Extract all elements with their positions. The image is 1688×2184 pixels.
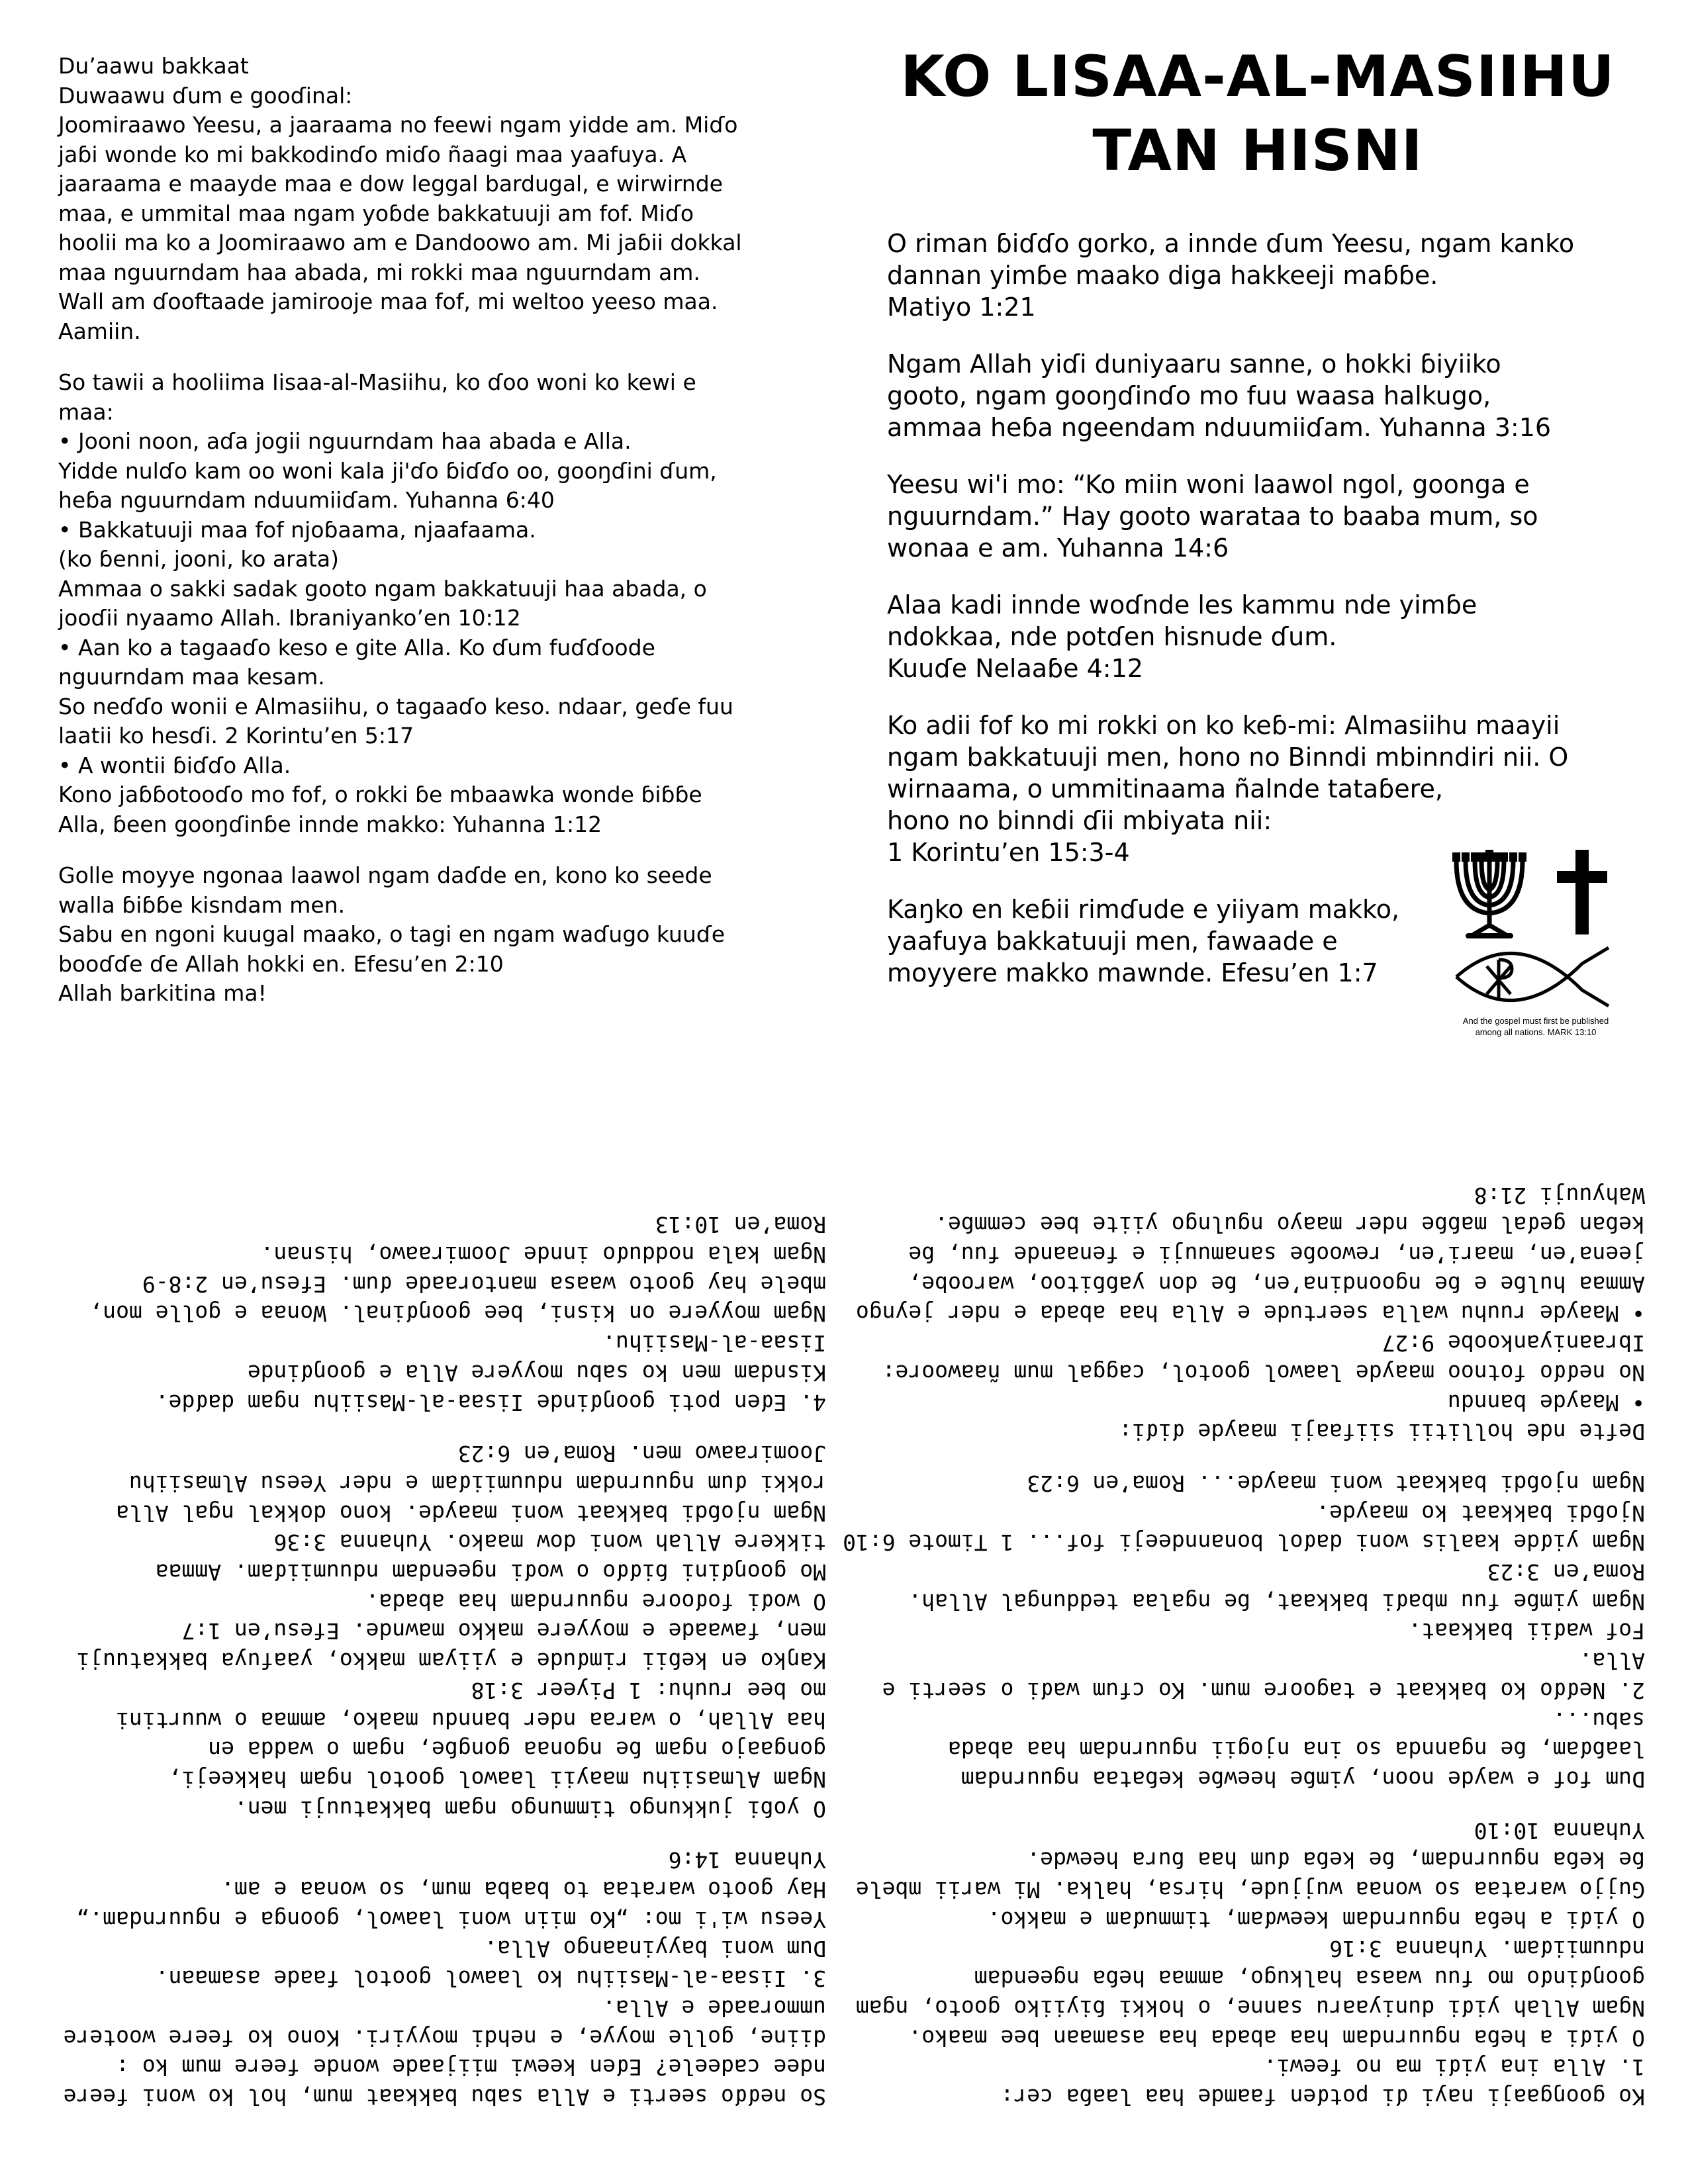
text-line: Wall am ɗooftaade jamirooje maa fof, mi weltoo yeeso maa. xyxy=(58,289,718,314)
text-line: maa: xyxy=(58,398,114,425)
four-truths-panel xyxy=(843,1182,1645,2111)
text-line: men, fawaade e moyyere makko mawnde. Efesu’en 1:7 xyxy=(181,1618,826,1645)
verse-line: ammaa heɓa ngeendam nduumiiɗam. Yuhanna 3:16 xyxy=(887,413,1552,442)
prayer-panel xyxy=(58,52,826,1009)
text-line: Wahyuuji 21:8 xyxy=(1474,1182,1645,1208)
text-line: (ko ɓenni, jooni, ko arata) xyxy=(58,546,339,572)
text-line: Kaŋko en keɓii rimɗude e yiiyam makko, yaafuya bakkatuuji xyxy=(76,1648,826,1674)
text-line: jaaraama e maayde maa e dow leggal bardugal, e wirwirnde xyxy=(58,171,724,197)
text-line: gooŋɗinɗo mo fuu waasa halkugo, ammaa heɓa ngeendam xyxy=(974,1966,1645,1992)
text-line: Aamiin. xyxy=(58,318,141,344)
verse-line: ndokkaa, nde potɗen hisnude ɗum. xyxy=(887,622,1337,651)
text-line: O woɗi foɗoore nguurndam haa abada. xyxy=(365,1588,826,1615)
text-line: laatii ko hesɗi. 2 Korintu’en 5:17 xyxy=(58,723,414,749)
text-line: mbele hay gooto waasa mantoraade ɗum. Efesu’en 2:8-9 xyxy=(142,1271,826,1297)
cover-panel xyxy=(887,40,1655,989)
text-line: • Maayde ruuhu walla seertude e Alla haa abada e nder jeyngo xyxy=(855,1300,1645,1327)
text-line: booɗɗe ɗe Allah hokki en. Efesu’en 2:10 xyxy=(58,950,504,977)
text-line: • Maayde banndu xyxy=(1447,1389,1645,1416)
verse-line: Ngam Allah yiɗi duniyaaru sanne, o hokki ɓiyiiko xyxy=(887,349,1501,379)
text-line: Ammaa o sakki sadak gooto ngam bakkatuuji haa abada, o xyxy=(58,575,707,602)
text-line: Mo gooŋɗini ɓiɗɗo o woɗi ngeendam nduumiiɗam. Ammaa xyxy=(155,1559,826,1586)
text-line: Ngam njoɓdi bakkaat woni maayde. kono dokkal ngal Alla xyxy=(116,1500,826,1526)
text-line: maa, e ummital maa ngam yoɓde bakkatuuji am fof. Miɗo xyxy=(58,200,694,226)
text-line: Gujjo warataa so wonaa wujjude, hirsa, halka. Mi warii mbele xyxy=(855,1877,1645,1903)
text-line: Dum fof e wayde noon, yimɓe heewɓe keɓataa nguurndam xyxy=(961,1766,1645,1792)
text-line: tikkere Allah woni dow maako. Yuhanna 3:36 xyxy=(273,1529,826,1556)
text-line: laaɓɗam, ɓe ngannda so ina njogii nguurndam haa abada xyxy=(948,1737,1645,1763)
text-line: Sabu en ngoni kuugal maako, o tagi en ngam waɗugo kuuɗe xyxy=(58,921,726,947)
text-line: Hay gooto warataa to baaba mum, so wonaa e am. xyxy=(221,1877,826,1903)
verse-line: wirnaama, o ummitinaama ñalnde tataɓere, xyxy=(887,774,1443,803)
text-line: Iisaa-al-Masiihu. xyxy=(602,1330,826,1357)
text-line: heɓa nguurndam nduumiiɗam. Yuhanna 6:40 xyxy=(58,487,555,513)
text-line: ummoraade e Alla. xyxy=(602,1995,826,2021)
text-line: Ngam yiɗde kaalis woni daɗol bonanndeeji fof... 1 Timote 6:10 xyxy=(843,1529,1645,1556)
verse-line: wonaa e am. Yuhanna 14:6 xyxy=(887,533,1229,563)
text-line: 3. Iisaa-al-Masiihu ko laawol gootol faade asamaan. xyxy=(155,1966,826,1992)
text-line: Roma’en 10:13 xyxy=(655,1212,826,1238)
verse-line: O riman ɓiɗɗo gorko, a innde ɗum Yeesu, ngam kanko xyxy=(887,229,1575,258)
text-line: Ngam moyyere on kisni, bee gooŋɗinal. Wonaa e golle mon, xyxy=(89,1300,826,1327)
ichthys-chi-rho-icon xyxy=(1456,948,1609,1006)
verse-line: ngam bakkatuuji men, hono no Binndi mbinndiri nii. O xyxy=(887,743,1569,772)
four-truths-continued-panel xyxy=(58,1185,826,2111)
text-line: maa nguurndam haa abada, mi rokki maa nguurndam am. xyxy=(58,259,700,285)
text-line: Alla. xyxy=(1579,1648,1645,1674)
text-line: hoolii ma ko a Joomiraawo am e Dandoowo am. Mi jaɓii dokkal xyxy=(58,230,742,255)
text-line: O yoɓi jukkungo timmungo ngam bakkatuuji men. xyxy=(234,1796,826,1822)
text-line: Ngam Allah yiɗi duniyaaru sanne, o hokki ɓiyiiko gooto, ngam xyxy=(855,1995,1645,2021)
text-line: 4. Eɗen poti gooŋɗinde Iisaa-al-Masiihu ngam daɗde. xyxy=(155,1389,826,1416)
text-line: Kono jaɓɓotooɗo mo fof, o rokki ɓe mbaawka wonde ɓiɓɓe xyxy=(58,782,702,807)
verse-line: dannan yimɓe maako diga hakkeeji maɓɓe. xyxy=(887,261,1438,290)
paragraph-gap xyxy=(890,1446,1645,1468)
text-line: walla ɓiɓɓe kisndam men. xyxy=(58,891,346,918)
text-line: So neɗɗo seerti e Alla sabu bakkaat mum, hol ko woni feere xyxy=(63,2084,826,2110)
text-line: Dum woni bayyinaango Alla. xyxy=(484,1936,826,1962)
text-line: jooɗii nyaamo Allah. Ibraniyanko’en 10:12 xyxy=(58,605,521,631)
verse-line: nguurndam.” Hay gooto warataa to baaba mum, so xyxy=(887,502,1538,531)
text-line: Ko gooŋgaaji nayi ɗi potɗen faamde haa laaɓa cer: xyxy=(1000,2084,1645,2110)
text-line: Defte nde hollitii siifaaji maayde ɗiɗi: xyxy=(1119,1419,1645,1445)
text-line: So neɗɗo wonii e Almasiihu, o tagaaɗo keso. ndaar, geɗe fuu xyxy=(58,693,733,719)
text-line: Ngam Almasiihu maayii laawol gootol ngam hakkeeji, xyxy=(168,1766,826,1792)
paragraph-gap xyxy=(890,1794,1645,1815)
text-line: No neɗɗo fotnoo maayde laawol gootol, caggal mum ñaawoore: xyxy=(882,1359,1645,1386)
text-line: • A wontii ɓiɗɗo Alla. xyxy=(58,752,291,778)
text-line: Njoɓdi bakkaat ko maayde. xyxy=(1316,1500,1645,1526)
paragraph-gap xyxy=(887,443,1655,469)
verse-line: moyyere makko mawnde. Efesu’en 1:7 xyxy=(887,958,1378,987)
symbols-caption xyxy=(1443,1015,1628,1038)
text-line: Yuhanna 14:6 xyxy=(668,1847,826,1874)
verse-line: Yeesu wi'i mo: “Ko miin woni laawol ngol, goonga e xyxy=(887,470,1530,499)
text-line: 2. Neɗɗo ko bakkaat e tagoore mum. Ko cfum waɗi o seerti e xyxy=(882,1677,1645,1704)
verse-line: hono no binndi ɗii mbiyata nii: xyxy=(887,806,1272,835)
text-line: • Jooni noon, aɗa jogii nguurndam haa abada e Alla. xyxy=(58,428,632,454)
paragraph-gap xyxy=(887,564,1655,589)
text-line: Ammaa hulɓe e ɓe ngoondina’en, ɓe don yaɓɓitoo, waroobe, xyxy=(908,1271,1645,1297)
verse-line: Kuuɗe Nelaaɓe 4:12 xyxy=(887,654,1143,683)
text-line: Yuhanna 10:10 xyxy=(1474,1817,1645,1844)
text-line: Roma’en 3:23 xyxy=(1487,1559,1645,1586)
text-line: sabu... xyxy=(1552,1707,1645,1733)
text-line: jeena’en, maari’en, rewooɓe sanamuuji e fenaande fuu, ɓe xyxy=(908,1242,1645,1268)
text-line: gongaajo ngam ɓe ngonaa gongɓe, ngam o wadda en xyxy=(208,1737,826,1763)
paragraph-gap xyxy=(58,839,826,861)
paragraph-gap xyxy=(58,1417,826,1439)
caption-line: among all nations. MARK 13:10 xyxy=(1475,1027,1597,1037)
paragraph-gap xyxy=(887,684,1655,709)
text-line: Duwaawu ɗum e gooɗinal: xyxy=(58,82,353,109)
menorah-icon xyxy=(1452,850,1526,936)
text-line: Yidde nulɗo kam oo woni kala ji'ɗo ɓiɗɗo oo, gooŋɗini ɗum, xyxy=(58,457,717,484)
text-line: Ngam yimɓe fuu mbaɗi bakkaat, ɓe ngalaa teddungal Allah. xyxy=(908,1588,1645,1615)
text-line: • Aan ko a tagaaɗo keso e gite Alla. Ko ɗum fuɗɗoode xyxy=(58,634,655,660)
text-line: Joomiraawo men. Roma’en 6:23 xyxy=(457,1441,826,1467)
text-line: haa Allah, o waraa nder banndu maako, ammaa o wuurtini xyxy=(116,1707,826,1733)
paragraph-gap xyxy=(887,323,1655,348)
text-line: Ngam njoɓdi bakkaat woni maayde... Roma’en 6:23 xyxy=(1027,1470,1645,1496)
verse-line: Alaa kadi innde woɗnde les kammu nde yimɓe xyxy=(887,590,1477,619)
text-line: Joomiraawo Yeesu, a jaaraama no feewi ngam yidde am. Miɗo xyxy=(58,112,738,138)
paragraph-gap xyxy=(58,1823,826,1845)
text-line: ɓe keɓa nguurndam, ɓe keɓa ɗum haa ɓura heewde. xyxy=(1027,1847,1645,1874)
text-line: diine, golle moyye, e nehdi moyyiri. Kono ko feere wootere xyxy=(63,2025,826,2051)
verse-line: Kaŋko en keɓii rimɗude e yiiyam makko, xyxy=(887,895,1400,924)
text-line: rokki ɗum nguurndam nduumiiɗam e nder Yeesu Almasiihu xyxy=(129,1470,826,1496)
text-line: Allah barkitina ma! xyxy=(58,980,267,1006)
verse-line: Ko adii fof ko mi rokki on ko keɓ-mi: Almasiihu maayii xyxy=(887,711,1560,740)
text-line: So tawii a hooliima Iisaa-al-Masiihu, ko ɗoo woni ko kewi e xyxy=(58,369,696,395)
text-line: nduumiiɗam. Yuhanna 3:16 xyxy=(1329,1936,1645,1962)
tract-title xyxy=(887,40,1628,188)
verse-line: 1 Korintu’en 15:3-4 xyxy=(887,838,1130,867)
paragraph-gap xyxy=(58,346,826,368)
text-line: 1. Alla ina yiɗi ma no feewi. xyxy=(1263,2054,1645,2081)
verse-line: yaafuya bakkatuuji men, fawaade e xyxy=(887,927,1338,956)
text-line: Du’aawu bakkaat xyxy=(58,53,249,79)
text-line: Yeesu wi'i mo: „Ko miin woni laawol, goonga e nguurndam.„ xyxy=(76,1906,826,1933)
text-line: keɓan geɗal maɓɓe nder maayo ngulngo yiite bee cemmɓe. xyxy=(935,1212,1645,1238)
text-line: O yiɗi a heɓa nguurndam keewɗam, timmuɗam e makko. xyxy=(987,1906,1645,1933)
text-line: nguurndam maa kesam. xyxy=(58,664,325,690)
title-line: KO LISAA-AL-MASIIHU xyxy=(900,44,1615,110)
verse-line: Matiyo 1:21 xyxy=(887,293,1036,322)
text-line: Fof waɗii bakkaat. xyxy=(1408,1618,1645,1645)
text-line: jaɓi wonde ko mi bakkodinɗo miɗo ñaagi maa yaafuya. A xyxy=(58,141,687,167)
text-line: Ibraaniyankoobe 9:27 xyxy=(1382,1330,1645,1357)
text-line: Golle moyye ngonaa laawol ngam daɗde en, kono ko seede xyxy=(58,862,712,888)
text-line: Alla, ɓeen gooŋɗinɓe innde makko: Yuhanna 1:12 xyxy=(58,811,602,837)
cross-icon xyxy=(1557,850,1607,934)
verse-line: gooto, ngam gooŋɗinɗo mo fuu waasa halkugo, xyxy=(887,381,1491,410)
title-line: TAN HISNI xyxy=(1092,118,1423,184)
symbols-graphic xyxy=(1443,847,1628,1019)
text-line: O yiɗi a heɓa nguurndam haa abada haa asamaan bee maako. xyxy=(908,2025,1645,2051)
caption-line: And the gospel must first be published xyxy=(1462,1016,1609,1026)
text-line: • Bakkatuuji maa fof njoɓaama, njaafaama. xyxy=(58,516,536,543)
text-line: Kisndam men ko sabu moyyere Alla e gooŋɗinde xyxy=(247,1359,826,1386)
text-line: mo bee ruuhu: 1 Piyeer 3:18 xyxy=(471,1677,826,1704)
text-line: Ngam kala nodduɗo innde Joomiraawo, hisnan. xyxy=(260,1242,826,1268)
text-line: ndee cadeele? Eɗen keewi miijaade wonde feere mum ko : xyxy=(116,2054,826,2081)
